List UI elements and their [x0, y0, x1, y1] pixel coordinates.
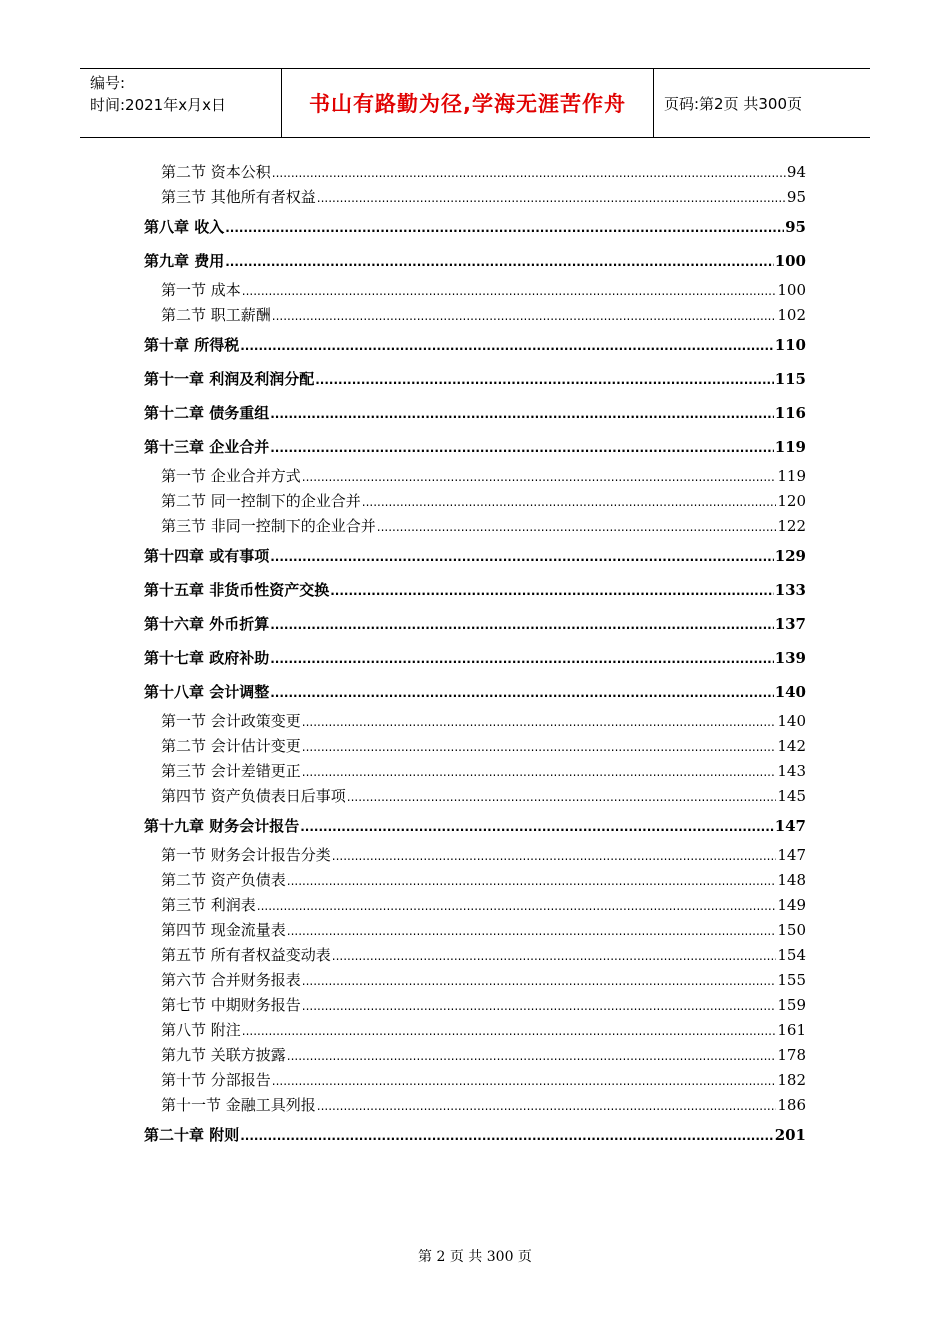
toc-entry-label: 第一节 成本: [161, 281, 241, 299]
toc-entry-page: 154: [777, 946, 806, 964]
toc-entry-label: 第五节 所有者权益变动表: [161, 946, 331, 964]
toc-entry-page: 100: [774, 252, 806, 270]
toc-section-entry[interactable]: [144, 278, 806, 303]
toc-leader-dots: [270, 431, 773, 465]
toc-section-entry[interactable]: [144, 1043, 806, 1068]
toc-leader-dots: [377, 515, 777, 540]
toc-leader-dots: [362, 490, 777, 515]
document-time-label: 时间:2021年x月x日: [90, 96, 226, 114]
header-meta: [80, 69, 282, 137]
toc-leader-dots: [287, 919, 777, 944]
toc-entry-label: 第十二章 债务重组: [144, 404, 270, 422]
toc-section-entry[interactable]: [144, 464, 806, 489]
toc-section-entry[interactable]: [144, 918, 806, 943]
toc-entry-label: 第十四章 或有事项: [144, 547, 270, 565]
toc-section-entry[interactable]: [144, 968, 806, 993]
toc-entry-label: 第十章 所得税: [144, 336, 240, 354]
toc-section-entry[interactable]: [144, 489, 806, 514]
toc-leader-dots: [272, 304, 777, 329]
toc-leader-dots: [225, 211, 784, 245]
toc-entry-label: 第九节 关联方披露: [161, 1046, 286, 1064]
toc-entry-label: 第七节 中期财务报告: [161, 996, 301, 1014]
toc-chapter-entry[interactable]: [144, 539, 806, 573]
toc-chapter-entry[interactable]: [144, 396, 806, 430]
toc-entry-label: 第一节 财务会计报告分类: [161, 846, 331, 864]
toc-entry-page: 150: [777, 921, 806, 939]
toc-leader-dots: [287, 1044, 777, 1069]
toc-leader-dots: [270, 540, 773, 574]
toc-leader-dots: [317, 1094, 777, 1119]
toc-leader-dots: [330, 574, 773, 608]
toc-entry-label: 第二节 职工薪酬: [161, 306, 271, 324]
toc-entry-label: 第十三章 企业合并: [144, 438, 270, 456]
toc-entry-page: 100: [777, 281, 806, 299]
toc-section-entry[interactable]: [144, 1093, 806, 1118]
toc-entry-label: 第十一节 金融工具列报: [161, 1096, 316, 1114]
toc-entry-page: 122: [777, 517, 806, 535]
toc-section-entry[interactable]: [144, 868, 806, 893]
toc-entry-label: 第二节 资产负债表: [161, 871, 286, 889]
toc-leader-dots: [242, 279, 777, 304]
toc-leader-dots: [300, 810, 773, 844]
toc-section-entry[interactable]: [144, 893, 806, 918]
document-number-label: 编号:: [90, 74, 126, 92]
toc-entry-label: 第十节 分部报告: [161, 1071, 271, 1089]
page-header: [80, 68, 870, 138]
toc-leader-dots: [272, 1069, 777, 1094]
header-page-info: 页码:第2页 共300页: [664, 94, 802, 113]
toc-entry-page: 110: [774, 336, 806, 354]
toc-section-entry[interactable]: [144, 1018, 806, 1043]
toc-entry-page: 115: [774, 370, 806, 388]
toc-chapter-entry[interactable]: [144, 809, 806, 843]
toc-entry-label: 第三节 其他所有者权益: [161, 188, 316, 206]
toc-entry-page: 147: [774, 817, 806, 835]
toc-leader-dots: [332, 844, 777, 869]
toc-leader-dots: [270, 676, 773, 710]
toc-entry-label: 第三节 利润表: [161, 896, 256, 914]
toc-entry-label: 第十七章 政府补助: [144, 649, 270, 667]
toc-section-entry[interactable]: [144, 734, 806, 759]
toc-entry-label: 第十一章 利润及利润分配: [144, 370, 315, 388]
toc-entry-page: 159: [777, 996, 806, 1014]
toc-chapter-entry[interactable]: [144, 607, 806, 641]
toc-entry-page: 95: [785, 218, 806, 236]
toc-section-entry[interactable]: [144, 993, 806, 1018]
toc-entry-page: 186: [777, 1096, 806, 1114]
toc-entry-page: 120: [777, 492, 806, 510]
toc-leader-dots: [257, 894, 777, 919]
toc-entry-page: 145: [777, 787, 806, 805]
toc-entry-label: 第二节 会计估计变更: [161, 737, 301, 755]
toc-entry-page: 119: [774, 438, 806, 456]
toc-entry-label: 第三节 会计差错更正: [161, 762, 301, 780]
toc-chapter-entry[interactable]: [144, 675, 806, 709]
header-motto: 书山有路勤为径,学海无涯苦作舟: [282, 69, 654, 137]
toc-leader-dots: [242, 1019, 777, 1044]
toc-leader-dots: [302, 710, 777, 735]
toc-entry-label: 第三节 非同一控制下的企业合并: [161, 517, 376, 535]
toc-entry-page: 95: [786, 188, 806, 206]
toc-leader-dots: [272, 161, 786, 186]
toc-leader-dots: [270, 642, 773, 676]
toc-entry-label: 第四节 现金流量表: [161, 921, 286, 939]
toc-section-entry[interactable]: [144, 843, 806, 868]
toc-entry-page: 140: [774, 683, 806, 701]
toc-entry-label: 第四节 资产负债表日后事项: [161, 787, 346, 805]
toc-entry-page: 149: [777, 896, 806, 914]
toc-leader-dots: [317, 186, 786, 211]
toc-entry-page: 137: [774, 615, 806, 633]
toc-entry-label: 第十九章 财务会计报告: [144, 817, 300, 835]
toc-entry-label: 第九章 费用: [144, 252, 225, 270]
toc-leader-dots: [302, 760, 777, 785]
toc-entry-label: 第十五章 非货币性资产交换: [144, 581, 330, 599]
toc-section-entry[interactable]: [144, 160, 806, 185]
toc-section-entry[interactable]: [144, 185, 806, 210]
toc-entry-label: 第二十章 附则: [144, 1126, 240, 1144]
toc-entry-page: 133: [774, 581, 806, 599]
toc-leader-dots: [225, 245, 773, 279]
page-footer: 第 2 页 共 300 页: [418, 1249, 532, 1265]
toc-entry-label: 第八章 收入: [144, 218, 225, 236]
toc-entry-label: 第十八章 会计调整: [144, 683, 270, 701]
toc-leader-dots: [302, 465, 777, 490]
toc-entry-page: 147: [777, 846, 806, 864]
toc-leader-dots: [302, 969, 777, 994]
toc-leader-dots: [287, 869, 777, 894]
toc-entry-page: 178: [777, 1046, 806, 1064]
toc-chapter-entry[interactable]: [144, 1118, 806, 1152]
toc-chapter-entry[interactable]: [144, 210, 806, 244]
toc-chapter-entry[interactable]: [144, 362, 806, 396]
toc-entry-page: 182: [777, 1071, 806, 1089]
toc-leader-dots: [270, 397, 773, 431]
toc-leader-dots: [315, 363, 773, 397]
toc-entry-label: 第二节 同一控制下的企业合并: [161, 492, 361, 510]
toc-entry-page: 102: [777, 306, 806, 324]
toc-entry-page: 94: [786, 163, 806, 181]
toc-section-entry[interactable]: [144, 759, 806, 784]
toc-entry-page: 140: [777, 712, 806, 730]
toc-chapter-entry[interactable]: [144, 244, 806, 278]
toc-chapter-entry[interactable]: [144, 430, 806, 464]
toc-section-entry[interactable]: [144, 1068, 806, 1093]
toc-entry-page: 143: [777, 762, 806, 780]
toc-entry-label: 第一节 企业合并方式: [161, 467, 301, 485]
toc-chapter-entry[interactable]: [144, 573, 806, 607]
toc-section-entry[interactable]: [144, 709, 806, 734]
table-of-contents: [144, 160, 806, 1152]
toc-entry-page: 129: [774, 547, 806, 565]
toc-entry-page: 148: [777, 871, 806, 889]
toc-entry-label: 第十六章 外币折算: [144, 615, 270, 633]
toc-entry-label: 第六节 合并财务报表: [161, 971, 301, 989]
toc-leader-dots: [302, 735, 777, 760]
toc-entry-page: 161: [777, 1021, 806, 1039]
toc-leader-dots: [332, 944, 777, 969]
toc-entry-page: 116: [774, 404, 806, 422]
toc-section-entry[interactable]: [144, 784, 806, 809]
toc-chapter-entry[interactable]: [144, 641, 806, 675]
toc-entry-page: 201: [774, 1126, 806, 1144]
toc-entry-page: 139: [774, 649, 806, 667]
toc-entry-label: 第二节 资本公积: [161, 163, 271, 181]
toc-entry-page: 155: [777, 971, 806, 989]
toc-section-entry[interactable]: [144, 943, 806, 968]
toc-entry-page: 142: [777, 737, 806, 755]
toc-leader-dots: [240, 1119, 773, 1153]
toc-section-entry[interactable]: [144, 303, 806, 328]
toc-leader-dots: [240, 329, 773, 363]
toc-entry-label: 第一节 会计政策变更: [161, 712, 301, 730]
toc-chapter-entry[interactable]: [144, 328, 806, 362]
toc-leader-dots: [302, 994, 777, 1019]
toc-leader-dots: [347, 785, 777, 810]
toc-entry-page: 119: [777, 467, 806, 485]
toc-section-entry[interactable]: [144, 514, 806, 539]
toc-entry-label: 第八节 附注: [161, 1021, 241, 1039]
toc-leader-dots: [270, 608, 773, 642]
